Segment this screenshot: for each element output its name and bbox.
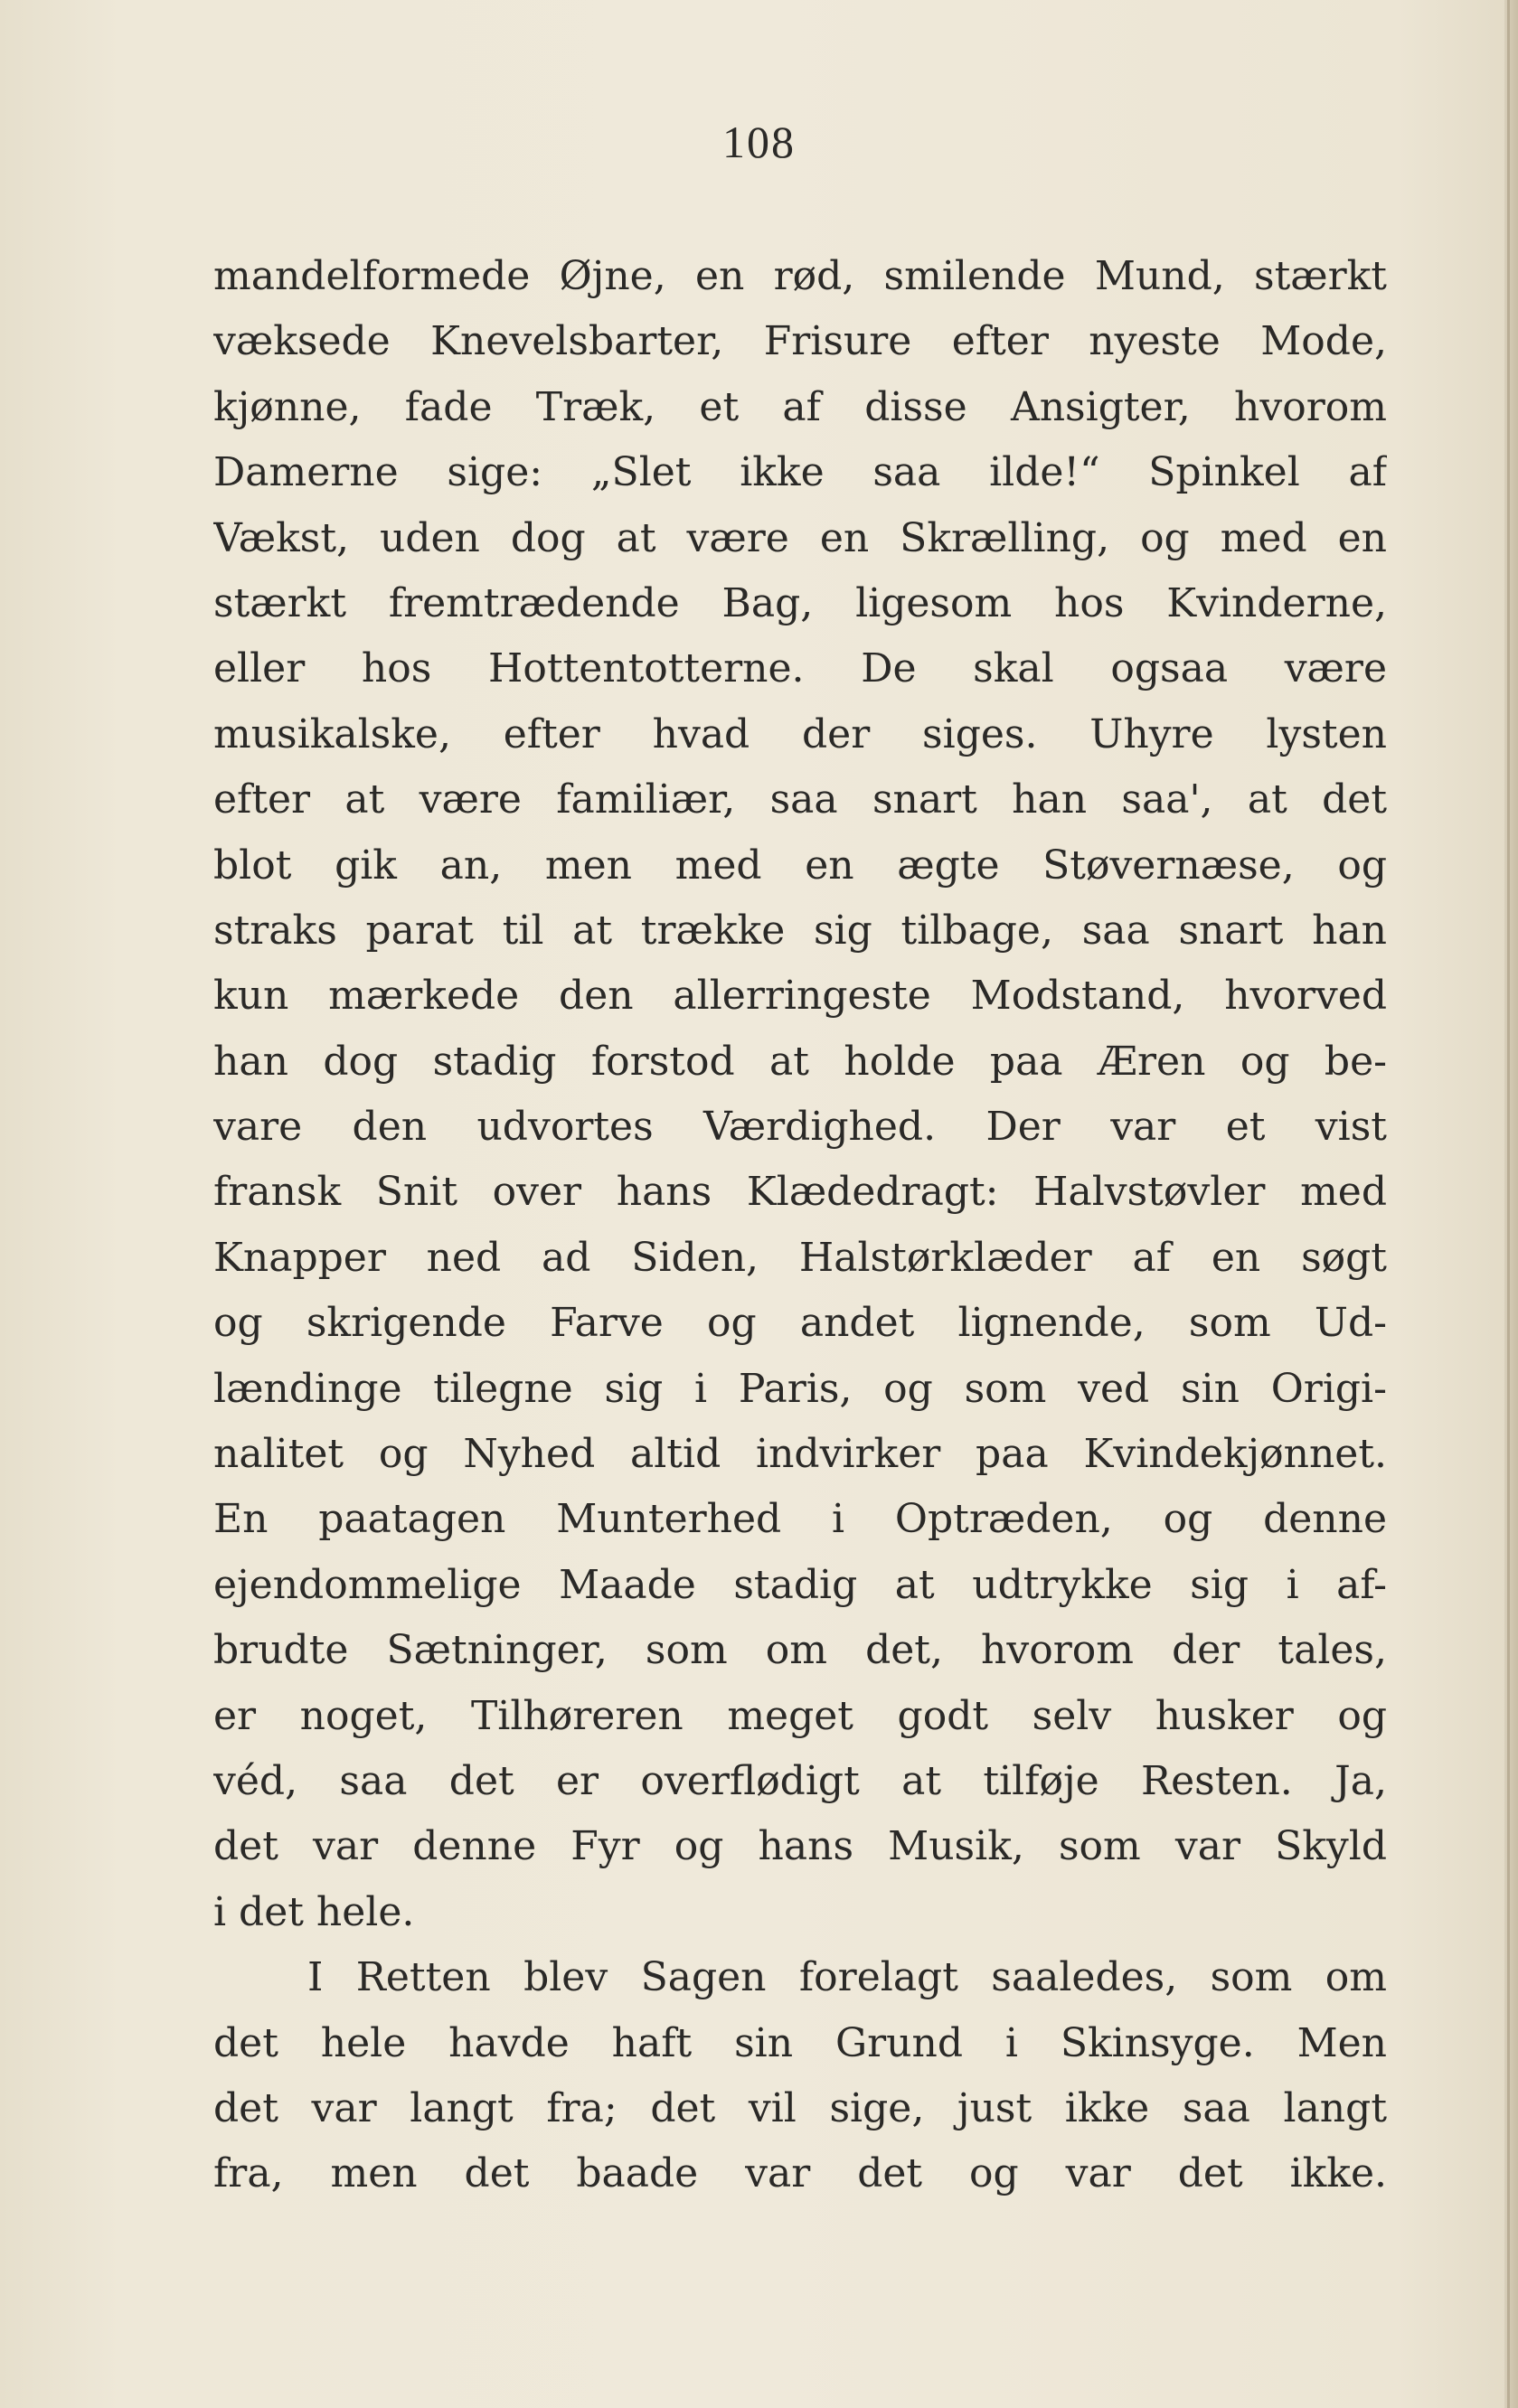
text-line: ejendommelige Maade stadig at udtrykke sig i af- xyxy=(213,1561,1387,1608)
page-edge-line xyxy=(1507,0,1510,2408)
text-line: i det hele. xyxy=(213,1888,415,1935)
text-line: nalitet og Nyhed altid indvirker paa Kvindekjønnet. xyxy=(213,1431,1387,1478)
text-line: det hele havde haft sin Grund i Skinsyge. Men xyxy=(213,2019,1387,2066)
text-line: lændinge tilegne sig i Paris, og som ved sin Origi- xyxy=(213,1365,1387,1412)
text-line: brudte Sætninger, som om det, hvorom der tales, xyxy=(213,1627,1387,1674)
text-line: fransk Snit over hans Klædedragt: Halvstøvler med xyxy=(213,1169,1387,1216)
text-line: efter at være familiær, saa snart han saa', at det xyxy=(213,776,1387,823)
text-line: véd, saa det er overflødigt at tilføje Resten. Ja, xyxy=(213,1757,1387,1804)
text-line: Damerne sige: „Slet ikke saa ilde!“ Spinkel af xyxy=(213,449,1387,496)
text-line: stærkt fremtrædende Bag, ligesom hos Kvinderne, xyxy=(213,579,1387,626)
text-line: straks parat til at trække sig tilbage, saa snart han xyxy=(213,907,1387,954)
text-line: Vækst, uden dog at være en Skrælling, og med en xyxy=(213,514,1387,561)
text-line: musikalske, efter hvad der siges. Uhyre lysten xyxy=(213,710,1387,757)
text-line: kjønne, fade Træk, et af disse Ansigter, hvorom xyxy=(213,383,1387,430)
text-line: I Retten blev Sagen forelagt saaledes, som om xyxy=(307,1954,1387,2001)
text-line: det var langt fra; det vil sige, just ikke saa langt xyxy=(213,2084,1387,2131)
text-line: er noget, Tilhøreren meget godt selv husker og xyxy=(213,1692,1387,1739)
text-line: det var denne Fyr og hans Musik, som var Skyld xyxy=(213,1823,1387,1870)
text-line: Knapper ned ad Siden, Halstørklæder af en søgt xyxy=(213,1234,1387,1281)
text-line: han dog stadig forstod at holde paa Æren og be- xyxy=(213,1038,1387,1085)
text-line: blot gik an, men med en ægte Støvernæse, og xyxy=(213,842,1387,889)
body-text xyxy=(213,244,1387,2207)
text-line: fra, men det baade var det og var det ikke. xyxy=(213,2150,1387,2197)
text-line: mandelformede Øjne, en rød, smilende Mund, stærkt xyxy=(213,253,1387,299)
text-line: eller hos Hottentotterne. De skal ogsaa være xyxy=(213,645,1387,692)
text-line: En paatagen Munterhed i Optræden, og denne xyxy=(213,1496,1387,1543)
page-number: 108 xyxy=(722,117,796,167)
text-line: væksede Knevelsbarter, Frisure efter nyeste Mode, xyxy=(213,318,1387,365)
text-line: kun mærkede den allerringeste Modstand, hvorved xyxy=(213,973,1387,1020)
text-line: og skrigende Farve og andet lignende, som Ud- xyxy=(213,1300,1387,1347)
text-line: vare den udvortes Værdighed. Der var et vist xyxy=(213,1104,1387,1151)
